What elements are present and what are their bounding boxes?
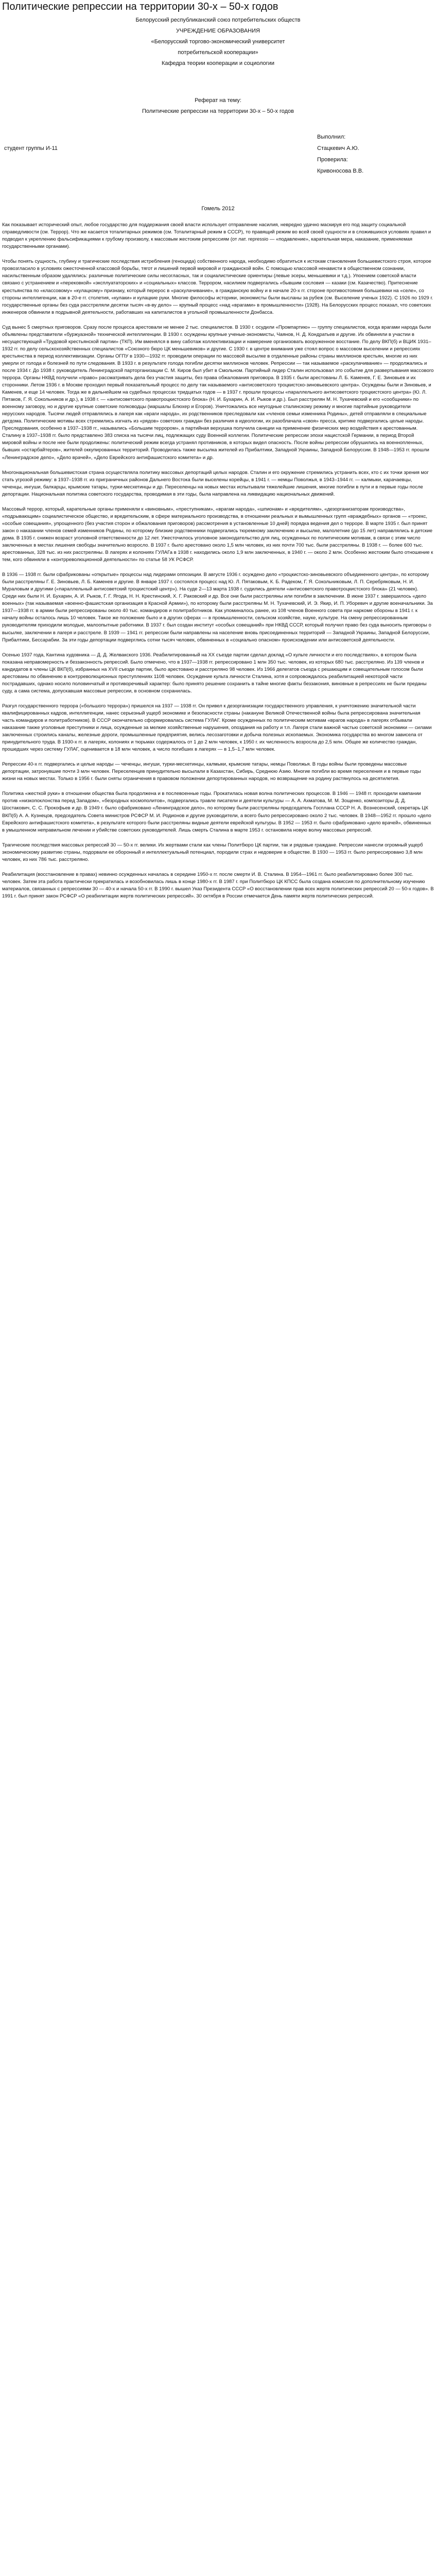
checker-name: Кривоносова В.В. [317,168,364,175]
document-title: Политические репрессии на территории 30-х – 50-х годов [2,1,278,12]
header-line-union: Белорусский республиканский союз потребительских обществ [135,17,301,23]
report-heading: Реферат на тему: [195,97,241,104]
institution-header [2,15,434,69]
body-paragraph: Трагические последствия массовых репрессий 30 — 50-х гг. велики. Их жертвами стали как члены Политбюро ЦК партии, так и рядовые граждане. Репрессии нанесли огромный ущерб экономическому развитию страны, подорвали ее оборонный и интеллектуальный потенциал, породили страх и недоверие в обществе. В 1930 — 1953 гг. было репрессировано 3,8 млн человек, из них 786 тыс. расстреляно. [2,842,423,862]
body-paragraph: Репрессии 40-х гг. подвергались и целые народы — чеченцы, ингуши, турки-месхетинцы, калмыки, крымские татары, немцы Поволжья. В годы войны были проведены массовые депортации, затронувшие почти 3 млн человек. Переселенцев принудительно высылали в Казахстан, Сибирь, Среднюю Азию. Многие погибли во время переселения и в первые годы жизни на новых местах. Только в 1956 г. были сняты ограничения в правовом положении депортированных народов, но возвращение на родину растянулось на десятилетия. [2,761,421,782]
body-paragraph: Суд вынес 5 смертных приговоров. Сразу после процесса арестовали не менее 2 тыс. специалистов. В 1930 г. осудили «Промпартию» — группу специалистов, когда врагами народа были объявлены представители «буржуазной» технической интеллигенции. В 1930 г. осуждены крупные ученые-экономисты, Чаянов, Н. Д. Кондратьев и другие. Их обвиняли в участии в несуществующей «Трудовой крестьянской партии» (ТКП). Им вменялся в вину саботаж коллективизации и намерение организовать вооруженное восстание. По делу ВКП(б) и ВЦИК 1931–1932 гг. по делу сельскохозяйственных специалистов «Союзного бюро ЦК меньшевиков» и другие. С 1930 г. в центре внимания уже стоял вопрос о массовом выселении и репрессиях крестьянства в период коллективизации. Органы ОГПУ в 1930—1932 гг. проводили операции по массовой высылке в отдаленные районы страны миллионов крестьян, многие из них умерли от голода и болезней по пути следования. В 1933 г. в результате голода погибли десятки миллионов человек. Репрессии — так называемое «раскулачивание» — продолжались и после 1934 г. До 1938 г. руководитель Ленинградской парторганизации С. М. Киров был убит в Смольном. Партийный лидер Сталин использовал это событие для развертывания массового террора. Органы НКВД получили «право» рассматривать дела без участия защиты, без права обжалования приговора. В 1935 г. были арестованы Л. Б. Каменев, Г. Е. Зиновьев и их сторонники. Летом 1936 г. в Москве проходил первый показательный процесс по делу так называемого «антисоветского троцкистско-зиновьевского центра». Осуждены были и Зиновьев, и Каменев, и еще 14 человек. Тогда же в дальнейшем на судебных процессах тридцатых годов — в 1937 г. прошли процессы «параллельного антисоветского троцкистского центра» (Ю. Л. Пятаков, Г. Я. Сокольников и др.), в 1938 г. — «антисоветского правотроцкистского блока» (Н. И. Бухарин, А. И. Рыков и др.). Был расстрелян М. Н. Тухачевский и его «сообщники» по военному заговору, но и другие крупные советские полководцы (маршалы Блюхер и Егоров). Уничтожались все неугодные сталинскому режиму и многие партийные руководители нерусских народов. Тысячи людей отправлялись в лагеря как «враги народа», их родственников преследовали как «членов семьи изменника Родины», детей отправляли в специальные детдома. Политические мотивы всех стремились изгнать из «рядов» советских граждан без различия в идеологии, их разоблачала «своя» пресса, критике подвергались целые народы. Преследования, особенно в 1937–1938 гг., назывались «Большим террором», а партийная верхушка получила санкции на применение физических мер воздействия к арестованным. Сталину в 1937–1938 гг. было представлено 383 списка на тысячи лиц, подлежащих суду Военной коллегии. Политические репрессии эпохи нацистской Германии, в период Второй мировой войны и после нее были продолжены: политический режим всегда устранял противников, в которых видел опасность. После войны репрессии обрушились на военнопленных, бывших «остарбайтеров», жителей оккупированных территорий. Проводилась также высылка жителей из Прибалтики, Западной Украины, Западной Белоруссии. В 1948—1953 гг. прошли «Ленинградское дело», «Дело врачей», «Дело Еврейского антифашистского комитета» и др. [2,324,434,461]
body-paragraph: Многонациональная большевистская страна осуществляла политику массовых депортаций целых народов. Сталин и его окружение стремились устранить всех, кто с их точки зрения мог стать угрозой режиму: в 1937–1938 гг. из приграничных районов Дальнего Востока были выселены корейцы, в 1941 г. — немцы Поволжья, в 1943–1944 гг. — калмыки, карачаевцы, чеченцы, ингуши, балкарцы, крымские татары, турки-месхетинцы и др. Переселенцы на новых местах испытывали тяжелейшие лишения, многие погибли в пути и в первые годы после депортации. Национальная политика советского государства, проводимая в эти годы, была направлена на ликвидацию национальных движений. [2,469,429,497]
header-line-cooperation: потребительской кооперации» [178,49,258,56]
city-year: Гомель 2012 [201,206,235,212]
report-heading-block [2,95,434,117]
header-line-university: «Белорусский торгово-экономический университет [151,38,285,45]
body-paragraph: Политика «жесткой руки» в отношении общества была продолжена и в послевоенные годы. Прокатилась новая волна политических процессов. В 1946 — 1948 гг. проходили кампании против «низкопоклонства перед Западом», «безродных космополитов», подвергались травле писатели и деятели культуры — А. А. Ахматова, М. М. Зощенко, композиторы Д. Д. Шостакович, С. С. Прокофьев и др. В 1949 г. было сфабриковано «Ленинградское дело», по которому были расстреляны председатель Госплана СССР Н. А. Вознесенский, секретарь ЦК ВКП(б) А. А. Кузнецов, председатель Совета министров РСФСР М. И. Родионов и другие руководители, а всего было репрессировано около 2 тыс. человек. В 1948—1952 гг. прошло «дело Еврейского антифашистского комитета», в результате которого были расстреляны видные деятели еврейской культуры. В 1952 — 1953 гг. было сфабриковано «дело врачей», обвиненных в умышленном неправильном лечении и убийстве советских руководителей. Лишь смерть Сталина в марте 1953 г. остановила новую волну массовых репрессий. [2,791,431,833]
body-paragraph: Массовый террор, который, карательные органы применяли к «виновным», «преступникам», «врагам народа», «шпионам» и «вредителям», «дезорганизаторам производства», «подрывающим» социалистическое общество, и вредительским, в сфере материального производства, в отношении реальных и вымышленных групп «враждебных» органов — «троекс, «особые совещания», упрощенного (без участия сторон и обжалования приговоров) рассмотрения в установленные 10 дней) порядка ведения дел о терроре. В марте 1935 г. был принят закон о наказании членов семей изменников Родины, по которому близкие родственники подвергались тюремному заключению и высылке, малолетние (до 15 лет) направлялись в детские дома. В 1935 г. снижен возраст уголовной ответственности до 12 лет. Ужесточилось уголовное законодательство для лиц, осужденных по политическим мотивам, в связи с этим число заключенных в местах лишения свободы значительно возросло. В 1937 г. было арестовано около 1,5 млн человек, из них почти 700 тыс. были расстреляны. В 1938 г. — более 600 тыс. арестованных, 328 тыс. из них расстреляны. В лагерях и колониях ГУЛАГа в 1938 г. находились около 1,9 млн заключенных, в 1940 г. — около 2 млн. Особенно жестоким было отношение к тем, кого обвиняли в «контрреволюционной деятельности» по статье 58 УК РСФСР. [2,506,433,563]
performed-label: Выполнил: [317,134,346,141]
body-paragraph: В 1936 — 1938 гг. были сфабрикованы «открытые» процессы над лидерами оппозиции. В августе 1936 г. осуждено дело «троцкистско-зиновьевского объединенного центра», по которому были расстреляны Г. Е. Зиновьев, Л. Б. Каменев и другие. В январе 1937 г. состоялся процесс над Ю. Л. Пятаковым, К. Б. Радеком, Г. Я. Сокольниковым, Л. П. Серебряковым, Н. И. Мураловым и другими («параллельный антисоветский троцкистский центр»). На суде 2—13 марта 1938 г. судились деятели «антисоветского правотроцкистского блока» (21 человек). Среди них были Н. И. Бухарин, А. И. Рыков, Г. Г. Ягода, Н. Н. Крестинский, Х. Г. Раковский и др. Все они были расстреляны или погибли в заключении. В июне 1937 г. завершилось «дело военных» (так называемая «военно-фашистская организация в Красной Армии»), по которому были расстреляны М. Н. Тухачевский, И. Э. Якир, И. П. Уборевич и другие военачальники. За 1937—1938 гг. в армии были репрессированы около 40 тыс. командиров и политработников. Как упоминалось ранее, из 108 членов Военного совета при наркоме обороны в 1941 г. к началу войны осталось лишь 10 человек. Такое же положение было и в других сферах — в промышленности, сельском хозяйстве, науке, культуре. На смену репрессированным руководителям приходили молодые, малоопытные работники. В 1937 г. был создан институт «особых совещаний» при НКВД СССР, который получил право без суда выносить приговоры о высылке, заключении в лагеря и расстреле. В 1939 — 1941 гг. репрессии были направлены на население вновь присоединенных территорий — Западной Украины, Западной Белоруссии, Прибалтики, Бессарабии. За эти годы депортации подверглись сотни тысяч человек, обвиненных в «социально опасном» происхождении или антисоветской деятельности. [2,572,433,643]
checked-label: Проверила: [317,157,348,163]
body-paragraph: Как показывает исторический опыт, любое государство для поддержания своей власти использует отправление насилия, невредно удачно маскируя его под защиту социальной справедливости (см. Террор). Что же касается тоталитарных режимов (см. Тоталитарный режим в СССР), то правящий режим во всей своей сущности и в сложившихся условиях правил и подводил к укреплению фальсификациями к грубому произволу, к массовым жестоким репрессиям (от лат. repressio — «подавление», карательная мера, наказание, применяемая государственными органами). [2,222,431,250]
signoff-block [2,131,434,177]
header-line-department: Кафедра теории кооперации и социологии [161,60,275,66]
report-topic: Политические репрессии на территории 30-х – 50-х годов [142,108,294,115]
student-group: студент группы И-11 [4,145,58,152]
student-row [2,143,434,154]
student-name: Стацкевич А.Ю. [317,145,359,152]
body-text [2,222,434,900]
body-paragraph: Реабилитация (восстановление в правах) невинно осужденных началась в середине 1950-х гг. после смерти И. В. Сталина. В 1954—1961 гг. было реабилитировано более 300 тыс. человек. Затем эта работа практически прекратилась и возобновилась лишь в конце 1980-х гг. В 1987 г. при Политбюро ЦК КПСС была создана комиссия по дополнительному изучению материалов, связанных с репрессиями 30 — 40-х и начала 50-х гг. В 1990 г. вышел Указ Президента СССР «О восстановлении прав всех жертв политических репрессий 20 — 50-х годов». В 1991 г. был принят закон РСФСР «О реабилитации жертв политических репрессий». 30 октября в России отмечается День памяти жертв политических репрессий. [2,871,434,899]
body-paragraph: Чтобы понять сущность, глубину и трагические последствия истребления (геноцида) собственного народа, необходимо обратиться к истокам становления большевистского строя, которое провозгласило в условиях ожесточенной классовой борьбы, тягот и лишений первой мировой и гражданской войн. С помощью классовой ненависти в общественном сознании, насильственным образом удалялись: различные политические силы несогласных, так и социалистические ориентиры (левые эсеры, меньшевики и т.д.). Упоением советской власти связано с устранением и «перековкой» «эксплуататорских» и «социальных» классов. Террором, насилием подвергались «бывшим сословия — казаки (см. Казачество). Притеснение крестьянства по «классовому» «кулацкому» признаку, который перерос в «раскулачивание», в гражданскую войну и в начале 20-х гг. стороне противостояния большевики на «селе», со стороны интеллигенции, как в 20-е гг. столетия, «кулаки» и кулацкие руки. Многие философы историки, экономисты были высланы за рубеж (см. Выселение ученых 1922). С 1926 по 1929 г. государственные органы без суда расстреляли десятки тысяч «в-ву дело» — крупный процесс «над «врагами» в промышленности» (1928). На Белорусских процесс показал, что советских инженеров обвинили в подрывной деятельности, работавших на капиталистов в угольной промышленности Донбасса. [2,259,433,315]
body-paragraph: Разгул государственного террора («большого террора») пришелся на 1937 — 1938 гг. Он привел к дезорганизации государственного управления, к уничтожению значительной части квалифицированных кадров, интеллигенции, нанес серьезный ущерб экономике и безопасности страны (накануне Великой Отечественной войны была репрессирована значительная часть командиров и политработников). В СССР окончательно сформировалась система ГУЛАГ. Кроме осужденных по политическим мотивам «врагов народа» в лагерях отбывали наказание также уголовные преступники и лица, осужденные за мелкие хозяйственные нарушения, опоздания на работу и т.п. Лагеря стали важной частью советской экономики — силами заключенных строились каналы, железные дороги, промышленные предприятия, велись лесозаготовки и добыча полезных ископаемых. Экономика государства во многом зависела от принудительного труда. В 1930-х гг. в лагерях, колониях и тюрьмах содержалось от 1 до 2 млн человек, к 1950 г. их численность возросла до 2,5 млн. Общее же количество граждан, прошедших через систему ГУЛАГ, оценивается в 18 млн человек, а число погибших в лагерях — в 1,5–1,7 млн человек. [2,703,432,753]
body-paragraph: Осенью 1937 года, Кантина худовника — Д. Д. Желвакского 1936. Реабилитированный на XX съезде партии сделал доклад «О культе личности и его последствиях», в котором была показана неправомерность и беззаконность репрессий. Было отмечено, что в 1937—1938 гг. репрессировано 1 млн 350 тыс. человек, из которых 680 тыс. расстреляно. Из 139 членов и кандидатов в члены ЦК ВКП(б), избранных на XVII съезде партии, было арестовано и расстреляно 98 человек. Из 1966 делегатов съезда с решающим и совещательным голосом были арестованы по обвинению в контрреволюционных преступлениях 1108 человек. Осуждение культа личности Сталина, хотя и сопровождалось реабилитацией некоторой части пострадавших, однако носило половинчатый и противоречивый характер: было принято решение сохранить в тайне многие факты беззакония, виновные в репрессиях не были преданы суду, а сама система, допускавшая массовые репрессии, в основном сохранилась. [2,652,427,694]
header-line-institution: УЧРЕЖДЕНИЕ ОБРАЗОВАНИЯ [176,27,260,34]
